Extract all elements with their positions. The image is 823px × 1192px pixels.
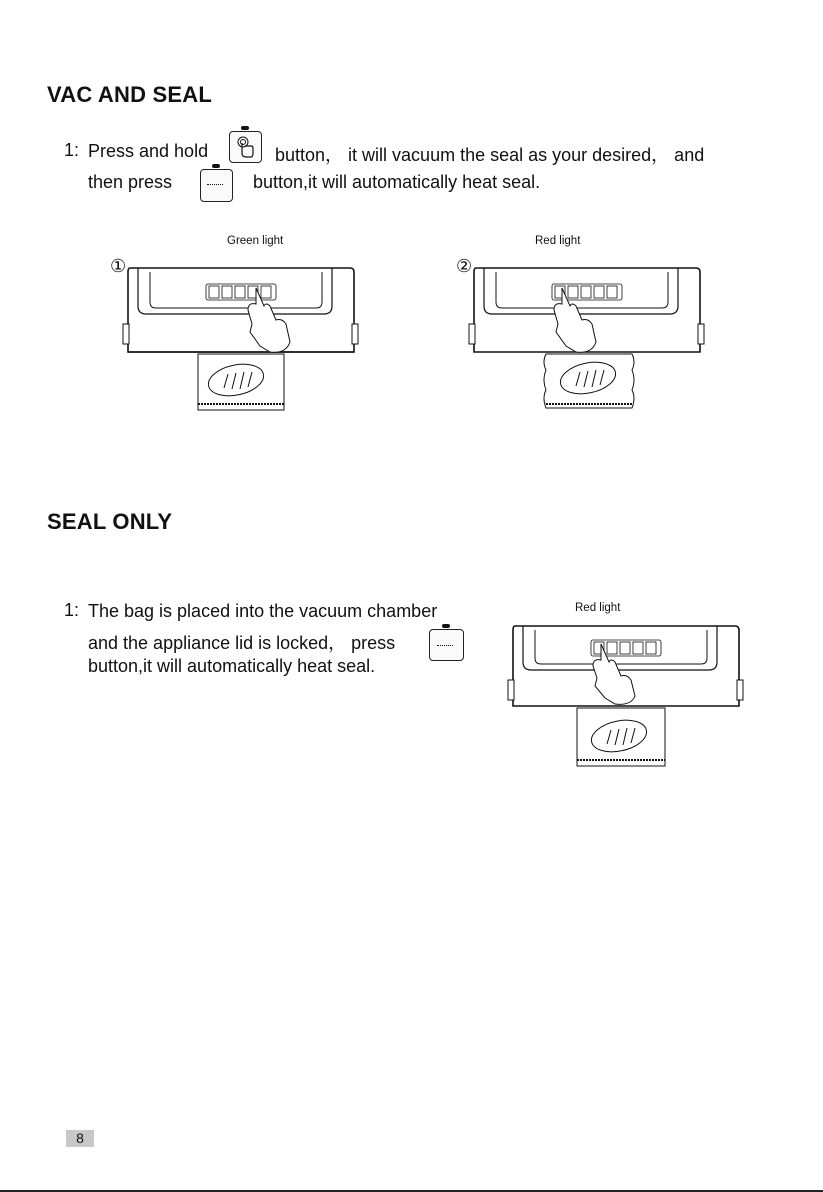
- step-number: 1:: [64, 600, 80, 620]
- instruction-text: The bag is placed into the vacuum chamber: [88, 601, 438, 621]
- instruction-text: button， it will vacuum the seal as your desired， and: [275, 145, 705, 165]
- instruction-text: then press: [88, 172, 173, 192]
- vacuum-sealer-illustration: [505, 620, 745, 770]
- section-title-vac-and-seal: VAC AND SEAL: [47, 82, 212, 107]
- page-number: 8: [66, 1130, 94, 1147]
- section-title-seal-only: SEAL ONLY: [47, 509, 173, 534]
- figure-marker: ①: [110, 256, 127, 276]
- seal-button-icon: [429, 629, 464, 661]
- figure-marker: ②: [456, 256, 473, 276]
- seal-button-icon: [200, 169, 233, 202]
- instruction-text: and the appliance lid is locked， press: [88, 633, 396, 653]
- figure-caption: Green light: [227, 235, 284, 247]
- figure-caption: Red light: [535, 235, 581, 247]
- vacuum-sealer-illustration: [466, 262, 706, 412]
- vacuum-sealer-illustration: [120, 262, 360, 412]
- instruction-text: Press and hold: [88, 141, 209, 161]
- vacuum-seal-button-icon: [229, 131, 262, 163]
- instruction-text: button,it will automatically heat seal.: [253, 172, 541, 192]
- figure-caption: Red light: [575, 602, 621, 614]
- instruction-text: button,it will automatically heat seal.: [88, 656, 376, 676]
- step-number: 1:: [64, 140, 80, 160]
